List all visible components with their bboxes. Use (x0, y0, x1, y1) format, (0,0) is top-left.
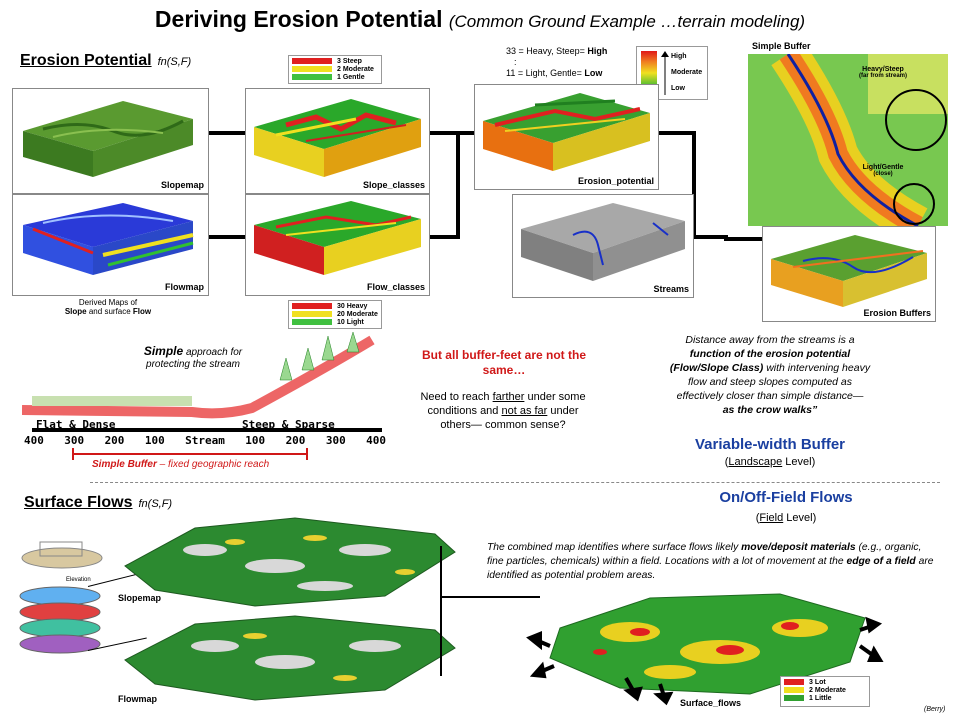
on-off-field-sub: (Field Level) (755, 512, 817, 524)
profile-tick: 300 (64, 434, 85, 447)
need-text: and (480, 405, 499, 417)
derived-maps-note (38, 298, 178, 316)
flowmap-label: Flowmap (164, 282, 204, 292)
flow-classes-panel[interactable] (245, 194, 430, 296)
flowmap-panel[interactable] (12, 194, 209, 296)
streams-terrain (513, 195, 693, 297)
profile-tick: 400 (24, 434, 44, 447)
description-text: with a lot of movement at the (711, 556, 844, 567)
description-bold: edge of a field (846, 556, 916, 567)
legend-label: 30 Heavy (337, 302, 368, 310)
flowmap-terrain (13, 195, 208, 295)
level-text: Level) (786, 512, 817, 524)
light-gentle-label (848, 164, 918, 177)
connector (724, 237, 764, 241)
profile-tick: 300 (325, 434, 346, 447)
profile-tick: 100 (245, 434, 266, 447)
potential-note-low: Low (584, 68, 603, 78)
explanation-line: flow and steep slopes computed as (687, 376, 853, 388)
legend-label: 1 Little (809, 694, 832, 702)
legend-row (289, 73, 381, 81)
surface-heading-text: Surface Flows (24, 494, 133, 511)
legend-row (289, 57, 381, 65)
legend-swatch (292, 66, 332, 72)
profile-tick: 400 (366, 434, 386, 447)
heavy-steep-sub: (far from stream) (858, 73, 907, 79)
legend-label: 20 Moderate (337, 310, 378, 318)
on-off-field-title: On/Off-Field Flows (719, 489, 853, 506)
field-text: Field (759, 512, 784, 524)
profile-tick: 100 (144, 434, 165, 447)
legend-label: 10 Light (337, 318, 364, 326)
derived-line1: Derived Maps of (78, 298, 138, 307)
explanation-bold: (Flow/Slope Class) (669, 362, 764, 374)
erosion-fn: fn(S,F) (157, 56, 192, 68)
buffer-question: But all buffer-feet are not the same… (421, 348, 586, 377)
legend-row (781, 686, 869, 694)
surface-slopemap-label: Slopemap (118, 593, 162, 603)
simple-buffer-caption-rest: – fixed geographic reach (159, 459, 270, 470)
profile-ticks (24, 434, 386, 447)
need-text: under others— (440, 405, 579, 431)
flow-classes-terrain (246, 195, 429, 295)
elevation-label: Elevation (66, 577, 91, 583)
legend-row (289, 310, 381, 318)
legend-swatch (784, 687, 804, 693)
light-gentle-sub: (close) (873, 171, 893, 177)
legend-label: 1 Gentle (337, 73, 365, 81)
simple-buffer-inset[interactable] (740, 38, 952, 228)
gradient-moderate: Moderate (671, 69, 703, 76)
explanation-line: function of the erosion potential (689, 348, 851, 360)
legend-swatch (292, 58, 332, 64)
erosion-buffers-panel[interactable] (762, 226, 936, 322)
legend-row (781, 678, 869, 686)
connector (206, 131, 246, 135)
erosion-potential-note (506, 46, 607, 79)
slope-class-legend (288, 55, 382, 84)
legend-row (289, 65, 381, 73)
profile-left-label: Flat & Dense (36, 418, 116, 431)
potential-note-ellipsis: : (514, 57, 517, 67)
legend-label: 2 Moderate (337, 65, 374, 73)
need-text: Need to reach (420, 391, 490, 403)
legend-swatch (784, 679, 804, 685)
need-text: common sense? (484, 419, 566, 431)
gradient-arrow-icon (661, 51, 669, 95)
simple-buffer-title: Simple Buffer (752, 41, 811, 51)
flow-classes-label: Flow_classes (366, 282, 425, 292)
legend-label: 2 Moderate (809, 686, 846, 694)
slopemap-terrain (13, 89, 208, 193)
erosion-potential-panel[interactable] (474, 84, 659, 190)
simple-approach-line2: protecting the stream (146, 359, 240, 370)
legend-row (781, 694, 869, 702)
simple-approach-bold: Simple (143, 344, 184, 358)
legend-label: 3 Steep (337, 57, 362, 65)
description-text: The combined map identifies where surface flows likely (487, 542, 739, 553)
legend-swatch (292, 303, 332, 309)
level-text: Level) (785, 456, 816, 468)
connector (427, 131, 477, 135)
connector (456, 131, 460, 239)
legend-swatch (292, 311, 332, 317)
explanation-line: Distance away from the streams is a (685, 334, 855, 346)
need-not-as-far: not as far (501, 405, 548, 417)
variable-width-buffer-title: Variable-width Buffer (694, 436, 846, 453)
extent-tick (72, 448, 74, 460)
derived-and: and (88, 307, 103, 316)
profile-right-label: Steep & Sparse (242, 418, 335, 431)
profile-tick: Stream (185, 434, 225, 447)
derived-surface: surface (104, 307, 131, 316)
buffer-profile-figure (22, 330, 392, 450)
simple-buffer-caption-bold: Simple Buffer (92, 459, 157, 470)
gradient-high: High (671, 53, 687, 60)
erosion-potential-heading (20, 52, 191, 70)
title-main: Deriving Erosion Potential (154, 6, 443, 32)
connector (656, 131, 696, 135)
legend-swatch (292, 319, 332, 325)
simple-buffer-caption (92, 459, 269, 470)
section-divider (90, 482, 940, 483)
surface-flows-description (487, 541, 937, 583)
legend-swatch (292, 74, 332, 80)
credit: (Berry) (924, 706, 946, 713)
slopemap-panel[interactable] (12, 88, 209, 194)
derived-slope: Slope (64, 307, 87, 316)
profile-tick: 200 (104, 434, 125, 447)
legend-row (289, 318, 381, 326)
connector (206, 235, 246, 239)
explanation-line: effectively closer than simple distance— (676, 390, 864, 402)
distance-explanation (640, 333, 900, 417)
potential-note-high: High (587, 46, 608, 56)
explanation-line: with intervening heavy (766, 362, 871, 374)
heavy-steep-label (848, 66, 918, 79)
potential-note-line3: 11 = Light, Gentle= (506, 68, 582, 78)
surface-fn: fn(S,F) (138, 498, 173, 510)
legend-swatch (784, 695, 804, 701)
streams-label: Streams (653, 284, 689, 294)
erosion-buffers-label: Erosion Buffers (863, 308, 931, 318)
description-bold: move/deposit materials (741, 542, 856, 553)
simple-buffer-extent-line (72, 453, 308, 455)
description-text: problem areas. (586, 570, 656, 581)
explanation-line: as the crow walks” (722, 404, 818, 416)
description-text: (e.g., organic, fine particles, chemicals) within a field. (487, 542, 922, 567)
description-text: are identified as potential (487, 556, 934, 581)
erosion-potential-terrain (475, 85, 658, 189)
potential-note-line1: 33 = Heavy, Steep= (506, 46, 585, 56)
simple-buffer-map (748, 54, 948, 226)
convergence-line (440, 546, 442, 676)
description-locations: Locations (665, 556, 710, 567)
surface-flowmap-label: Flowmap (118, 694, 158, 704)
common-sense-note (420, 390, 586, 432)
slopemap-label: Slopemap (160, 180, 204, 190)
slope-classes-terrain (246, 89, 429, 193)
surface-flows-label: Surface_flows (680, 698, 742, 708)
light-gentle-text: Light/Gentle (862, 164, 904, 171)
slope-classes-panel[interactable] (245, 88, 430, 194)
simple-approach-rest: approach for (185, 347, 243, 358)
flow-class-legend (288, 300, 382, 329)
erosion-heading-text: Erosion Potential (20, 52, 152, 69)
gradient-low: Low (671, 85, 685, 92)
extent-tick (306, 448, 308, 460)
landscape-text: Landscape (728, 456, 783, 468)
streams-panel[interactable] (512, 194, 694, 298)
title-subtitle: (Common Ground Example …terrain modeling) (448, 12, 806, 31)
convergence-line (440, 596, 540, 598)
page-title (0, 6, 960, 33)
variable-width-buffer-sub: (Landscape Level) (724, 456, 816, 468)
surface-flows-legend (780, 676, 870, 707)
legend-row (289, 302, 381, 310)
erosion-buffers-terrain (763, 227, 935, 321)
connector (692, 235, 728, 239)
need-farther: farther (492, 391, 525, 403)
profile-tick: 200 (285, 434, 306, 447)
derived-flow: Flow (132, 307, 152, 316)
surface-flows-heading (24, 494, 172, 512)
erosion-potential-label: Erosion_potential (577, 176, 654, 186)
surface-slopemap-figure[interactable] (115, 514, 475, 610)
surface-flowmap-figure[interactable] (115, 612, 475, 702)
need-text: under some conditions (427, 391, 586, 417)
legend-label: 3 Lot (809, 678, 826, 686)
slope-classes-label: Slope_classes (362, 180, 425, 190)
heavy-steep-text: Heavy/Steep (862, 66, 904, 73)
